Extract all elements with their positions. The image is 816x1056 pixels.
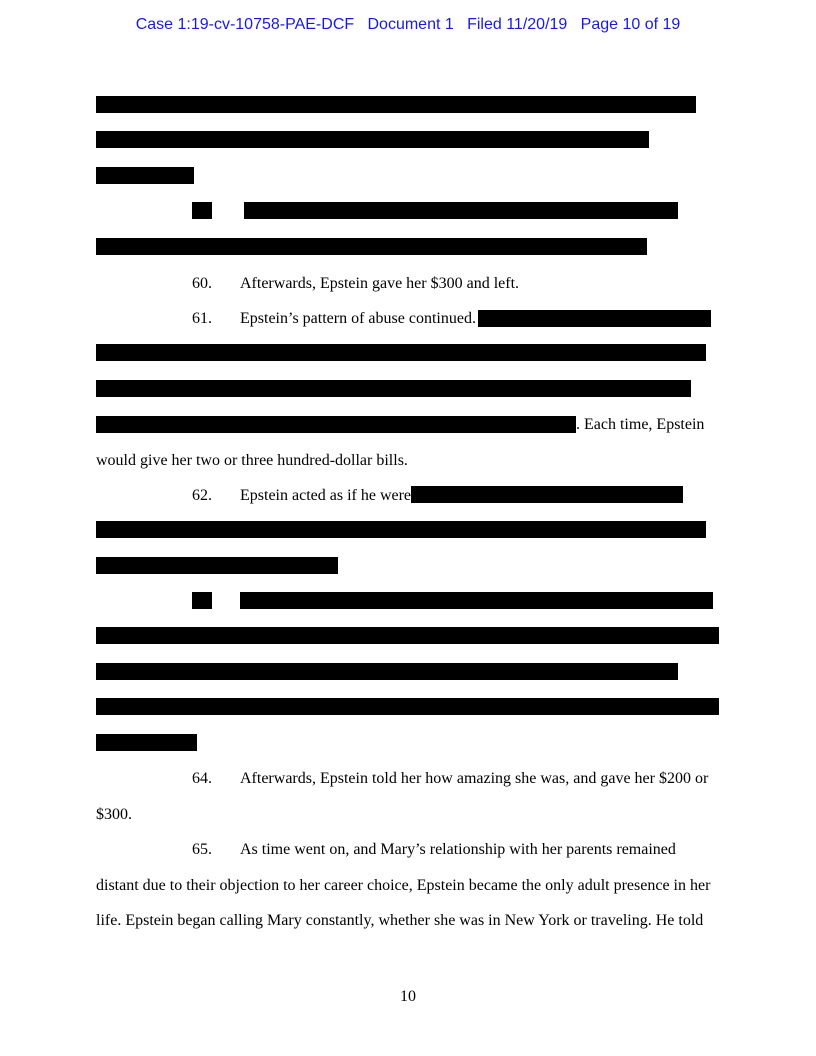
- redaction-bar: [96, 96, 696, 113]
- redaction-bar: [478, 310, 711, 327]
- document-number: Document 1: [367, 16, 454, 33]
- redaction-bar: [244, 202, 678, 219]
- redaction-bar: [96, 238, 647, 255]
- paragraph-text: distant due to their objection to her career choice, Epstein became the only adult presence in her: [96, 877, 711, 894]
- redaction-bar: [96, 167, 194, 184]
- filed-date: Filed 11/20/19: [467, 16, 568, 33]
- redaction-bar: [96, 344, 706, 361]
- paragraph-number: 60.: [192, 275, 212, 292]
- redaction-bar: [96, 663, 678, 680]
- redaction-bar: [96, 380, 691, 397]
- paragraph-text: life. Epstein began calling Mary constantly, whether she was in New York or traveling. He told: [96, 912, 704, 929]
- redaction-bar: [96, 416, 576, 433]
- page-number: 10: [400, 988, 416, 1005]
- redaction-bar: [96, 734, 197, 751]
- paragraph-number: 61.: [192, 310, 212, 327]
- case-number: Case 1:19-cv-10758-PAE-DCF: [135, 16, 355, 33]
- redaction-bar: [96, 131, 649, 148]
- redaction-paragraph-number: [192, 202, 212, 219]
- page-count: Page 10 of 19: [580, 16, 681, 33]
- redaction-bar: [96, 521, 706, 538]
- paragraph-number: 62.: [192, 487, 212, 504]
- redaction-bar: [411, 486, 683, 503]
- redaction-bar: [96, 557, 338, 574]
- paragraph-text: Epstein’s pattern of abuse continued.: [240, 310, 476, 327]
- case-header: [0, 16, 816, 34]
- paragraph-text: $300.: [96, 806, 132, 823]
- paragraph-text: Afterwards, Epstein told her how amazing she was, and gave her $200 or: [240, 770, 709, 787]
- redaction-bar: [96, 627, 719, 644]
- paragraph-text: Epstein acted as if he were: [240, 487, 412, 504]
- paragraph-text: would give her two or three hundred-dollar bills.: [96, 452, 408, 469]
- paragraph-text: As time went on, and Mary’s relationship with her parents remained: [240, 841, 676, 858]
- redaction-bar: [96, 698, 719, 715]
- paragraph-text: Afterwards, Epstein gave her $300 and left.: [240, 275, 520, 292]
- paragraph-number: 65.: [192, 841, 212, 858]
- redaction-paragraph-number: [192, 592, 212, 609]
- redaction-bar: [240, 592, 713, 609]
- paragraph-text: . Each time, Epstein: [576, 416, 705, 433]
- paragraph-number: 64.: [192, 770, 212, 787]
